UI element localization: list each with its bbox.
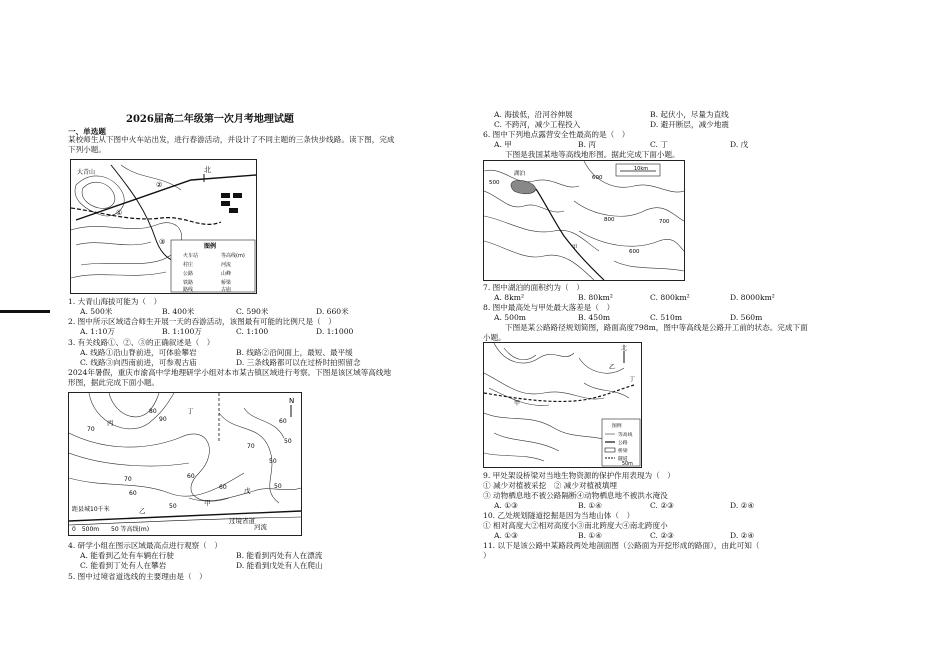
contour-label: 50 (274, 483, 282, 490)
legend-item: 桥梁 (618, 449, 628, 454)
legend-item: 村庄 (183, 262, 194, 268)
q4-option-d: D. 能看到戊处有人在爬山 (236, 561, 323, 570)
contour-label: 60 (187, 473, 195, 480)
q6-option-b: B. 丙 (578, 140, 597, 149)
planned-road (484, 385, 634, 401)
map1-legend-title: 图例 (204, 243, 217, 250)
q5-option-d: D. 避开断层，减少地震 (650, 120, 729, 129)
contour-label: 50 (169, 503, 177, 510)
q4-option-b: B. 能看到丙处有人在漂流 (236, 551, 323, 560)
q1-option-a: A. 500米 (80, 307, 113, 316)
legend-item: 铁路 (183, 280, 194, 286)
map2-scale: 0 500m (72, 526, 100, 533)
q5-option-c: C. 不跨河，减少工程投入 (494, 120, 581, 129)
map2-north-label: N (289, 397, 295, 405)
q6-option-d: D. 戊 (730, 140, 749, 149)
question-1: 1. 大青山海拔可能为（ ） (68, 297, 162, 306)
lake-label: 湖泊 (514, 171, 526, 177)
question-7: 7. 图中湖泊的面积约为（ ） (483, 283, 584, 292)
q8-option-c: C. 510m (650, 313, 683, 322)
contour-label: 600 (629, 249, 640, 255)
point-jia: 甲 (514, 400, 521, 407)
q3-option-a: A. 线路①沿山脊前进，可体验攀岩 (80, 348, 197, 357)
legend-item: 桥梁 (221, 280, 232, 286)
q8-option-a: A. 500m (494, 313, 527, 322)
q9-option-b: B. ①④ (578, 501, 603, 510)
route-3-label: ③ (159, 238, 166, 246)
q7-option-c: C. 800km² (650, 293, 690, 302)
q7-option-a: A. 8km² (494, 293, 524, 302)
legend-item: 等高线 (618, 433, 633, 438)
q3-option-c: C. 线路③向西南前进，可参观古庙 (80, 358, 197, 367)
contour-label: 70 (247, 443, 255, 450)
question-11-tail: ） (483, 551, 491, 560)
map4-legend-title: 图例 (612, 424, 622, 429)
page-edge-marker (0, 310, 50, 313)
legend-item: 河流 (221, 262, 232, 268)
river-label: 河流 (254, 523, 267, 531)
q5-option-b: B. 起伏小，尽量为直线 (650, 110, 729, 119)
legend-item: 等高线(m) (221, 253, 245, 259)
point-yi: 乙 (609, 364, 616, 371)
q7-option-b: B. 80km² (578, 293, 613, 302)
question-2: 2. 图中所示区域适合师生开展一天的吞游活动，该图最有可能的比例尺是（ ） (68, 317, 336, 326)
q2-option-b: B. 1:100万 (162, 327, 202, 336)
intro-paragraph-1: 某校师生从下图中火车站出发，进行春游活动，并设计了不同主题的三条快步线路。读下图，完成下列小题。 (68, 135, 395, 154)
q7-option-d: D. 8000km² (730, 293, 775, 302)
legend-item: 公路 (183, 271, 194, 277)
point-bing: 丙 (107, 419, 114, 427)
legend-item: 公路 (618, 441, 628, 446)
q1-option-d: D. 660米 (316, 307, 349, 316)
contour-label: 80 (149, 408, 157, 415)
q5-option-a: A. 海拔低，沿河谷伸展 (494, 110, 573, 119)
q2-option-d: D. 1:1000 (316, 327, 354, 336)
q1-option-b: B. 400米 (162, 307, 195, 316)
town-contour-map (68, 392, 302, 536)
contour-label: 60 (129, 490, 137, 497)
q9-item-1: ① 减少对植被采挖 ② 减少对植被填埋 (483, 481, 617, 490)
contour-label: 50 (284, 438, 292, 445)
q9-item-2: ③ 动物栖息地不被公路隔断④动物栖息地不被洪水淹没 (483, 491, 668, 500)
mountain-label: 大青山 (77, 169, 96, 176)
map2-contour-note: 50 等高线(m) (111, 526, 150, 533)
point-ding: 丁 (187, 407, 194, 415)
contour-label: 90 (159, 416, 167, 423)
question-9: 9. 甲处架设桥梁对当地生物资源的保护作用表现为（ ） (483, 471, 675, 480)
question-11: 11. 以下是该公路中某路段两处地剖面图（公路面为开挖形成的路面），由此可知（ (483, 541, 760, 550)
contour-label: 800 (604, 217, 615, 223)
contour-label: 50 (269, 458, 277, 465)
route-1-label: ① (116, 209, 123, 217)
question-10: 10. 乙处规划隧道挖掘是因为当地山体（ ） (483, 511, 635, 520)
q6-option-a: A. 甲 (494, 140, 512, 149)
point-ding: 丁 (629, 376, 636, 383)
intro-paragraph-2: 2024年暑假，重庆市渝高中学地理研学小组对本市某古镇区域进行考察。下图是该区域等高线地形图，据此完成下面小题。 (68, 368, 392, 387)
intro-paragraph-3: 下图是我国某地等高线地形图。据此完成下面小题。 (505, 150, 680, 159)
distance-note: 距县城10千米 (72, 506, 110, 513)
contour-label: 60 (279, 418, 287, 425)
legend-item: 路线 (183, 287, 194, 293)
q1-option-c: C. 590米 (236, 307, 269, 316)
route-2-label: ② (156, 181, 163, 189)
q4-option-a: A. 能看到乙处有车辆在行驶 (80, 551, 174, 560)
q10-option-c: C. ②③ (650, 531, 674, 540)
q4-option-c: C. 能看到丁处有人在攀岩 (80, 561, 167, 570)
tour-route-map-svg (71, 160, 256, 293)
contour-interval: 50m (622, 462, 633, 467)
question-8: 8. 图中最高处与甲处最大落差是（ ） (483, 303, 615, 312)
intro-paragraph-4: 下图是某公路路径规划简图，路面高度798m，图中等高线是公路开工前的状态。完成下面小题。 (483, 323, 808, 342)
contour-label: 70 (124, 476, 132, 483)
question-4: 4. 研学小组在图示区域最高点进行观察（ ） (68, 541, 222, 550)
exam-title: 2026届高二年级第一次月考地理试题 (126, 114, 294, 125)
q2-option-c: C. 1:100 (236, 327, 269, 336)
q10-option-b: B. ①④ (578, 531, 603, 540)
q3-option-d: D. 三条线路都可以在过桥时拍照留念 (236, 358, 361, 367)
contour-label: 70 (87, 426, 95, 433)
section-heading: 一、单选题 (68, 127, 106, 136)
provincial-road-label: 过境省道 (229, 517, 255, 525)
map3-scale: 10km (634, 166, 649, 172)
point-yi: 乙 (139, 507, 146, 515)
legend-item: 火车站 (183, 253, 199, 259)
legend-item: 山峰 (221, 271, 232, 277)
contour-label: 600 (592, 175, 603, 181)
q9-option-d: D. ②④ (730, 501, 755, 510)
contour-label: 60 (219, 484, 227, 491)
contour-label: 500 (489, 180, 500, 186)
q10-item-1: ① 相对高度大②相对高度小③南北跨度大④南北跨度小 (483, 521, 668, 530)
point-jia: 甲 (204, 499, 211, 507)
q10-option-a: A. ①③ (494, 531, 518, 540)
lake-shape (511, 180, 536, 193)
contour-label: 700 (659, 219, 670, 225)
question-5: 5. 图中过境省道选线的主要理由是（ ） (68, 572, 207, 581)
lake-contour-map-svg (484, 161, 684, 280)
town-contour-map-svg (69, 393, 301, 535)
legend-item: 隧道 (618, 457, 628, 462)
q3-option-b: B. 线路②沿间面上，最短、最平缓 (236, 348, 353, 357)
point-jia: 甲 (572, 245, 578, 251)
lake-contour-map (483, 160, 685, 281)
river-line (536, 189, 604, 280)
q6-option-c: C. 丁 (650, 140, 668, 149)
q9-option-c: C. ②③ (650, 501, 674, 510)
q10-option-d: D. ②④ (730, 531, 755, 540)
road-planning-map-svg (484, 343, 641, 467)
tour-route-map (70, 159, 257, 294)
north-label: 北 (204, 166, 211, 174)
q2-option-a: A. 1:10万 (80, 327, 115, 336)
question-6: 6. 图中下列地点露营安全性最高的是（ ） (483, 130, 630, 139)
q8-option-d: D. 560m (730, 313, 763, 322)
point-wu: 戊 (244, 487, 251, 495)
legend-item: 古庙 (221, 287, 232, 293)
map4-north-label: 北 (621, 345, 628, 352)
q8-option-b: B. 450m (578, 313, 611, 322)
question-3: 3. 有关线路①、②、③的正确叙述是（ ） (68, 338, 215, 347)
road-planning-map (483, 342, 642, 468)
q9-option-a: A. ①③ (494, 501, 518, 510)
